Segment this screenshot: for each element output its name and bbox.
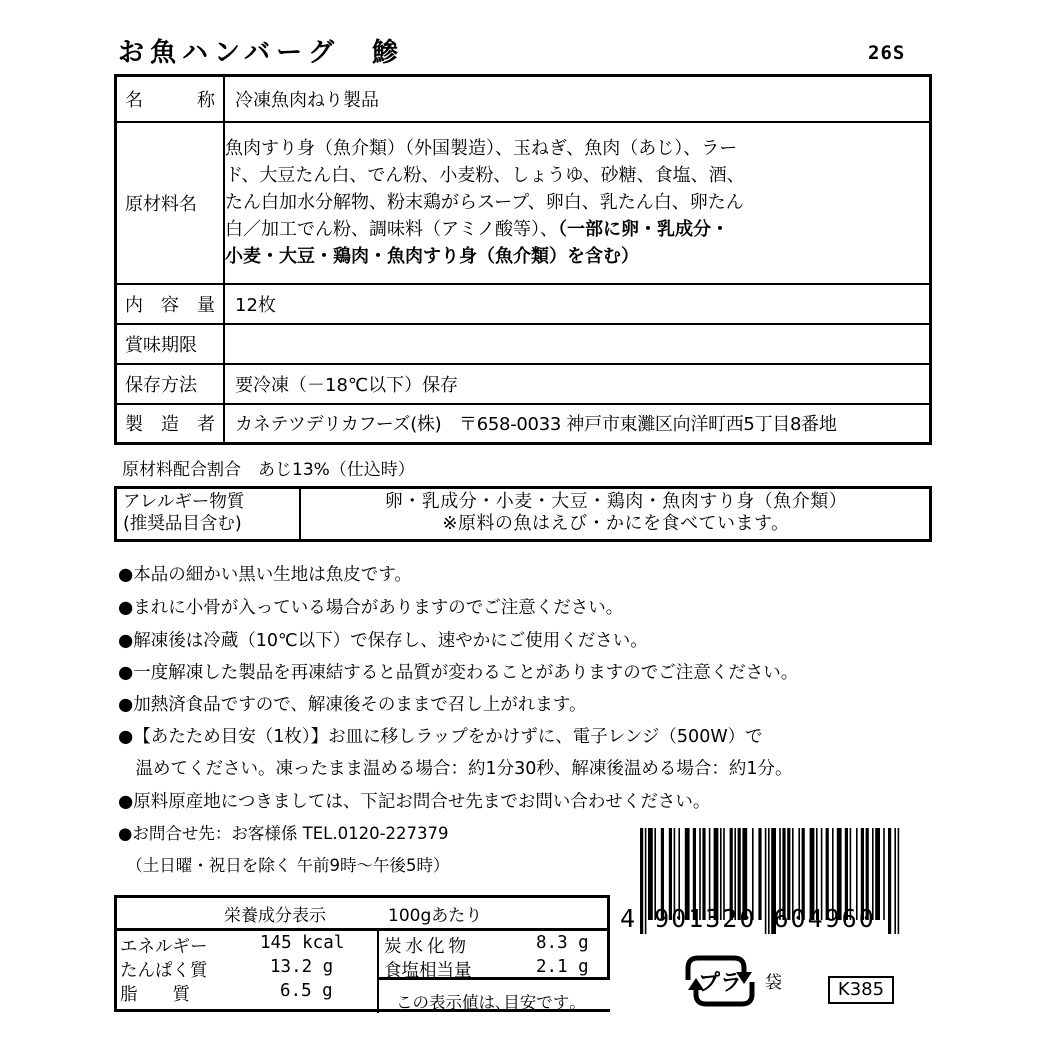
nutrition-title: 栄養成分表示 — [224, 906, 326, 926]
energy-label: エネルギー — [120, 937, 208, 957]
protein-value: 13.2 g — [270, 957, 334, 977]
barcode-bar — [883, 828, 885, 920]
storage-label: 保存方法 — [116, 364, 225, 404]
protein-label: たんぱく質 — [120, 961, 208, 981]
allergen-label: アレルギー物質 (推奨品目含む) — [117, 489, 301, 539]
best-before-value — [224, 324, 931, 364]
note-item: ●一度解凍した製品を再凍結すると品質が変わることがありますのでご注意ください。 — [118, 663, 799, 683]
nutrition-per: 100gあたり — [388, 906, 483, 926]
note-item: ●本品の細かい黒い生地は魚皮です。 — [118, 565, 412, 585]
fat-label: 脂 質 — [120, 985, 190, 1005]
ingredients-value: 魚肉すり身（魚介類）（外国製造）、玉ねぎ、魚肉（あじ）、ラー ド、大豆たん白、でん粉、小麦粉、しょうゆ、砂糖、食塩、酒、 たん白加水分解物、粉末鶏がらスープ、卵白、乳たん白、卵たん 白／加工でん粉、調味料（アミノ酸等）、（一部に卵・乳成分・ 小麦・大豆・鶏肉・魚肉すり身（魚介類）を含む） — [224, 122, 931, 284]
contact-hours: （土日曜・祝日を除く 午前9時～午後5時） — [118, 856, 450, 875]
nutrition-header — [114, 897, 610, 925]
allergen-box — [114, 486, 932, 542]
note-item: ●解凍後は冷蔵（10℃以下）で保存し、速やかにご使用ください。 — [118, 631, 648, 651]
nutrition-table — [114, 895, 610, 1013]
note-item: ●原料原産地につきましては、下記お問合せ先までお問い合わせください。 — [118, 792, 711, 812]
nutrition-footnote: この表示値は､目安です｡ — [396, 993, 578, 1012]
lot-code: K385 — [828, 976, 894, 1004]
storage-value: 要冷凍（－18℃以下）保存 — [224, 364, 931, 404]
contact-line: ●お問合せ先：お客様係 TEL.0120-227379 — [118, 824, 449, 843]
maker-value: カネテツデリカフーズ(株) 〒658-0033 神戸市東灘区向洋町西5丁目8番地 — [224, 404, 931, 444]
recycle-mark-icon — [680, 950, 760, 1012]
best-before-label: 賞味期限 — [116, 324, 225, 364]
barcode-bar — [888, 828, 891, 934]
recycle-mark-text: プラ — [697, 971, 743, 996]
barcode-bar — [875, 828, 880, 920]
salt-value: 2.1 g — [536, 957, 589, 977]
product-code: 26S — [868, 42, 906, 64]
ingredient-ratio: 原材料配合割合 あじ13%（仕込時） — [122, 460, 415, 480]
note-item: ●加熱済食品ですので、解凍後そのままで召し上がれます。 — [118, 695, 587, 715]
note-item: ●【あたため目安（1枚）】お皿に移しラップをかけずに、電子レンジ（500W）で — [118, 727, 763, 747]
salt-label: 食塩相当量 — [384, 961, 472, 981]
barcode-bar — [894, 828, 896, 934]
name-label: 名 称 — [116, 76, 225, 122]
recycle-material: 袋 — [765, 973, 782, 993]
allergen-value: 卵・乳成分・小麦・大豆・鶏肉・魚肉すり身（魚介類） ※原料の魚はえび・かにを食べています。 — [384, 491, 848, 534]
barcode-bar — [898, 828, 900, 934]
maker-label: 製 造 者 — [116, 404, 225, 444]
fat-value: 6.5 g — [280, 981, 333, 1001]
name-value: 冷凍魚肉ねり製品 — [224, 76, 931, 122]
label-table — [114, 74, 932, 445]
content-value: 12枚 — [224, 284, 931, 324]
note-item: 温めてください。凍ったまま温める場合：約1分30秒、解凍後温める場合：約1分。 — [118, 759, 793, 779]
content-label: 内 容 量 — [116, 284, 225, 324]
product-title: お魚ハンバーグ 鯵 — [118, 38, 405, 68]
carb-label: 炭水化物 — [384, 937, 470, 957]
barcode-digits: 4 901320 604960 — [620, 904, 876, 933]
carb-value: 8.3 g — [536, 933, 589, 953]
ingredients-label: 原材料名 — [116, 122, 225, 284]
energy-value: 145 kcal — [260, 933, 345, 953]
note-item: ●まれに小骨が入っている場合がありますのでご注意ください。 — [118, 598, 624, 618]
